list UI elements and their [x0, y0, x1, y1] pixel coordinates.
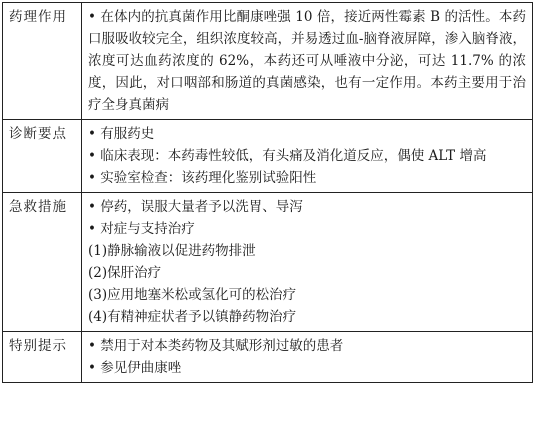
content-line: • 在体内的抗真菌作用比酮康唑强 10 倍，接近两性霉素 B 的活性。本药口服吸收较完全，组织浓度较高，并易透过血-脑脊液屏障，渗入脑脊液，浓度可达血药浓度的 62%，本药还可从唾液中分泌，可达 11.7% 的浓度，因此，对口咽部和肠道的真菌感染，也有一定作用。本药主要用于治疗全身真菌病 [88, 6, 526, 116]
table-row-emergency [3, 193, 533, 332]
table-row-diagnosis [3, 120, 533, 193]
content-line: • 参见伊曲康唑 [88, 357, 526, 379]
row-label-special-notes: 特别提示 [3, 332, 82, 383]
content-line: • 有服药史 [88, 123, 526, 145]
content-line: • 停药，误服大量者予以洗胃、导泻 [88, 196, 526, 218]
row-label-diagnosis: 诊断要点 [3, 120, 82, 193]
content-line: • 禁用于对本类药物及其赋形剂过敏的患者 [88, 335, 526, 357]
table-row-pharmacology [3, 3, 533, 120]
row-content-diagnosis [82, 120, 533, 193]
row-label-emergency: 急救措施 [3, 193, 82, 332]
row-label-pharmacology: 药理作用 [3, 3, 82, 120]
content-line: (3)应用地塞米松或氢化可的松治疗 [88, 287, 297, 303]
table-row-special-notes [3, 332, 533, 383]
content-line: (1)静脉输液以促进药物排泄 [88, 243, 256, 259]
row-content-special-notes [82, 332, 533, 383]
content-line: (4)有精神症状者予以镇静药物治疗 [88, 309, 297, 325]
drug-info-table [2, 2, 533, 383]
content-line: (2)保肝治疗 [88, 265, 162, 281]
row-content-emergency [82, 193, 533, 332]
content-line: • 临床表现：本药毒性较低，有头痛及消化道反应，偶使 ALT 增高 [88, 145, 526, 167]
content-line: • 对症与支持治疗 [88, 218, 526, 240]
row-content-pharmacology [82, 3, 533, 120]
content-line: • 实验室检查：该药理化鉴别试验阳性 [88, 167, 526, 189]
